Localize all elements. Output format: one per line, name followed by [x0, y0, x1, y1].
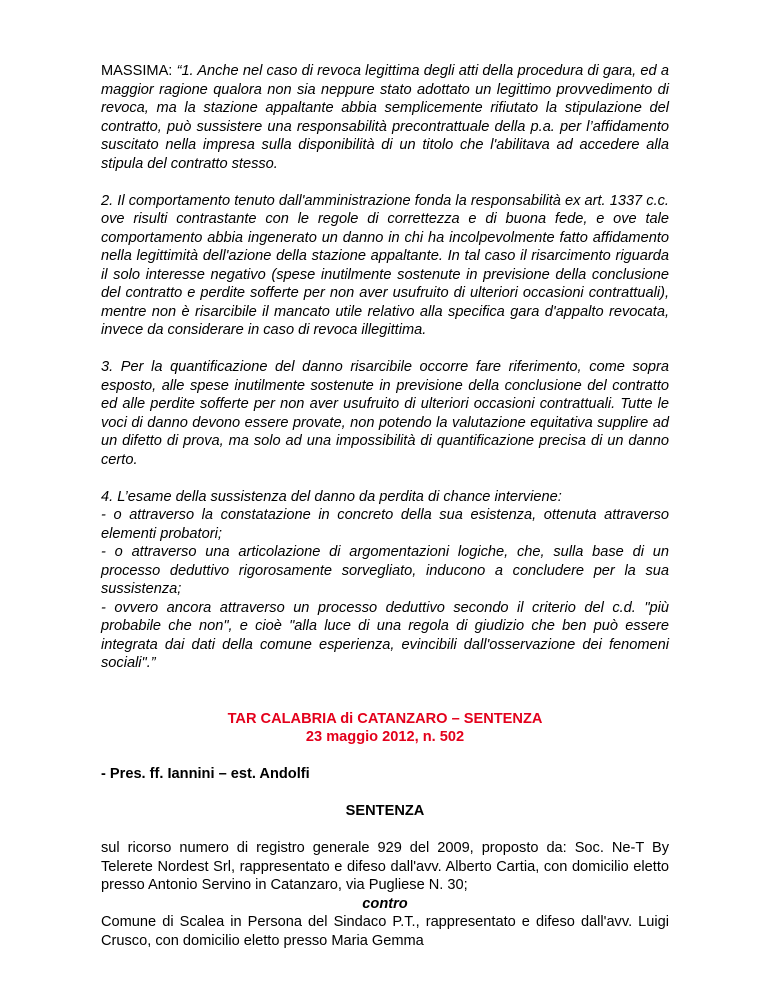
- massima-text: “1. Anche nel caso di revoca legittima degli atti della procedura di gara, ed a maggior ragione qualora non sia neppure stato adottato un legittimo provvedimento di revoca, ma la stazione appaltante abbia semplicemente rifiutato la stipulazione del contratto, può sussistere una responsabilità precontrattuale della p.a. per l’affidamento suscitato nella impresa sulla disponibilità di un titolo che l'abilitava ad accedere alla stipula del contratto stesso.: [101, 63, 669, 172]
- point-4-item-1: - o attraverso la constatazione in concreto della sua esistenza, ottenuta attraverso elementi probatori;: [101, 507, 669, 542]
- point-4-item-2: - o attraverso una articolazione di argomentazioni logiche, che, sulla base di un processo deduttivo rigorosamente sorvegliato, inducono a concludere per la sua sussistenza;: [101, 544, 669, 597]
- point-3-paragraph: 3. Per la quantificazione del danno risarcibile occorre fare riferimento, come sopra esposto, alle spese inutilmente sostenute in previsione della conclusione del contratto ed alle perdite sofferte per non aver usufruito di ulteriori occasioni contrattuali. Tutte le voci di danno devono essere provate, non potendo la valutazione equitativa supplire ad un difetto di prova, ma solo ad una impossibilità di quantificazione precisa di un danno certo.: [101, 359, 669, 468]
- ricorso-paragraph: sul ricorso numero di registro generale 929 del 2009, proposto da: Soc. Ne-T By Telerete Nordest Srl, rappresentato e difeso dall'avv. Alberto Cartia, con domicilio eletto presso Antonio Servino in Catanzaro, via Pugliese N. 30;: [101, 840, 669, 893]
- ruling-title-line-1: TAR CALABRIA di CATANZARO – SENTENZA: [227, 710, 543, 727]
- point-4-intro: 4. L’esame della sussistenza del danno da perdita di chance interviene:: [101, 488, 562, 505]
- judges-line: - Pres. ff. Iannini – est. Andolfi: [101, 766, 310, 782]
- ruling-title: [101, 710, 669, 747]
- point-2-paragraph: 2. Il comportamento tenuto dall'amministrazione fonda la responsabilità ex art. 1337 c.c. ove risulti contrastante con le regole di correttezza e di buona fede, e ove tale comportamento abbia ingenerato un danno in chi ha incolpevolmente fatto affidamento nella legittimità dell'azione della stazione appaltante. In tal caso il risarcimento riguarda il solo interesse negativo (spese inutilmente sostenute in previsione della conclusione del contratto e perdite sofferte per non aver usufruito di ulteriori occasioni contrattuali), mentre non è risarcibile il mancato utile relativo alla specifica gara d'appalto revocata, invece da considerare in caso di revoca illegittima.: [101, 192, 669, 338]
- ruling-title-line-2: 23 maggio 2012, n. 502: [305, 729, 465, 745]
- comune-paragraph: Comune di Scalea in Persona del Sindaco P.T., rappresentato e difeso dall'avv. Luigi Crusco, con domicilio eletto presso Maria Gemma: [101, 914, 669, 949]
- massima-label: MASSIMA:: [101, 63, 173, 79]
- contro-label: contro: [362, 895, 408, 912]
- point-4-paragraph: [101, 488, 669, 673]
- document-page: [101, 62, 669, 950]
- sentenza-heading: SENTENZA: [345, 803, 425, 819]
- point-4-item-3: - ovvero ancora attraverso un processo deduttivo secondo il criterio del c.d. "più probabile che non", e cioè "alla luce di una regola di giudizio che ben può essere integrata dai dati della comune esperienza, evincibili dall'osservazione dei fenomeni sociali".”: [101, 599, 669, 671]
- massima-paragraph: [101, 62, 669, 173]
